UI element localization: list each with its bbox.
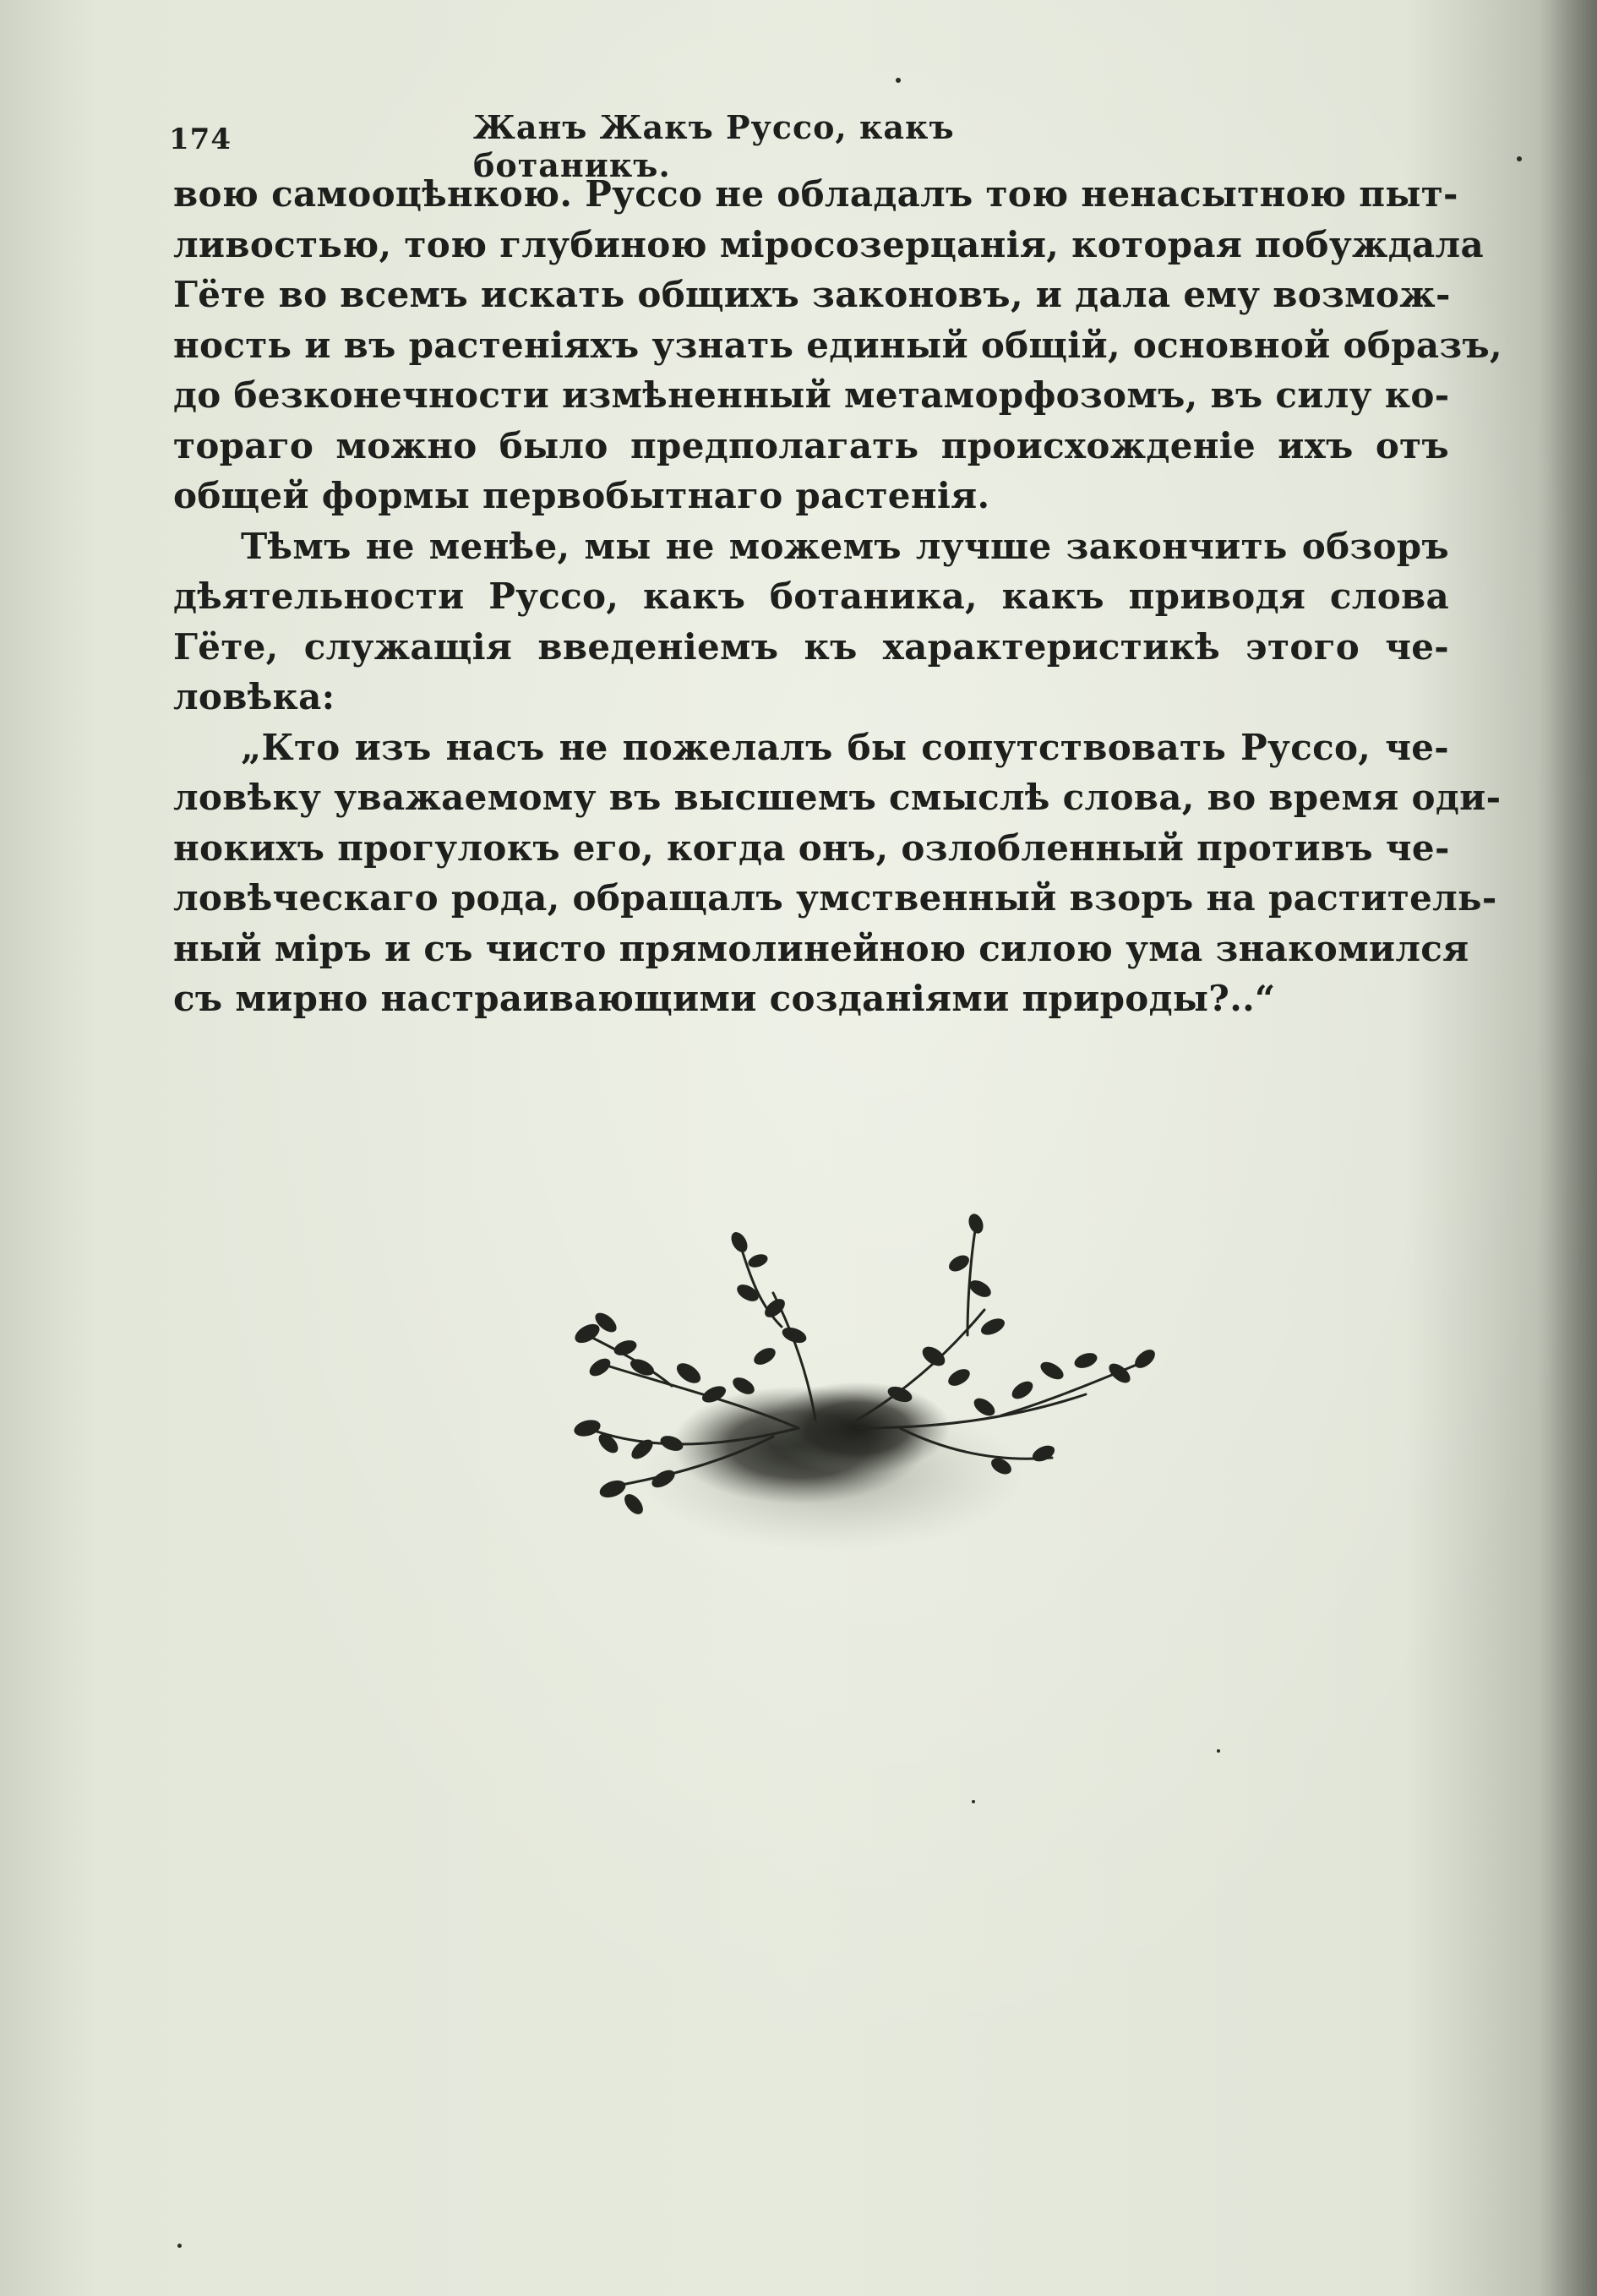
text-line: ливостью, тою глубиною міросозерцанія, которая побуждала	[173, 223, 1484, 265]
text-line: Гёте, служащія введеніемъ къ характеристикѣ этого че-	[173, 625, 1449, 668]
paper-speck	[177, 2244, 182, 2248]
text-line: до безконечности измѣненный метаморфозомъ, въ силу ко-	[173, 374, 1450, 416]
text-line: ловѣку уважаемому въ высшемъ смыслѣ слова, во время оди-	[173, 777, 1502, 818]
page-edge-shadow	[1538, 0, 1597, 2296]
paragraph-start-line: Тѣмъ не менѣе, мы не можемъ лучше закончить обзоръ	[241, 525, 1449, 567]
text-line: ловѣка:	[173, 676, 335, 717]
paper-speck	[1517, 156, 1522, 161]
text-line: нокихъ прогулокъ его, когда онъ, озлобленный противъ че-	[173, 826, 1450, 869]
paper-speck	[972, 1800, 975, 1803]
body-text	[173, 169, 1502, 1024]
text-line: дѣятельности Руссо, какъ ботаника, какъ приводя слова	[173, 575, 1449, 617]
text-line: общей формы первобытнаго растенія.	[173, 475, 990, 516]
running-title: Жанъ Жакъ Руссо, какъ ботаникъ.	[473, 108, 955, 184]
text-line: съ мирно настраивающими созданіями природы?..“	[173, 978, 1276, 1019]
text-line: Гёте во всемъ искать общихъ законовъ, и дала ему возмож-	[173, 274, 1451, 315]
page-number: 174	[169, 123, 232, 156]
plant-vignette-icon	[461, 1175, 1196, 1563]
quote-start-line: „Кто изъ насъ не пожелалъ бы сопутствовать Руссо, че-	[241, 726, 1449, 768]
text-line: ловѣческаго рода, обращалъ умственный взоръ на раститель-	[173, 877, 1497, 919]
paper-speck	[1217, 1749, 1220, 1753]
paper-speck	[896, 78, 901, 83]
text-line: вою самооцѣнкою. Руссо не обладалъ тою ненасытною пыт-	[173, 173, 1458, 215]
text-line: тораго можно было предполагать происхожденіе ихъ отъ	[173, 424, 1449, 466]
text-line: ность и въ растеніяхъ узнать единый общій, основной образъ,	[173, 324, 1502, 366]
text-line: ный міръ и съ чисто прямолинейною силою ума знакомился	[173, 927, 1469, 969]
